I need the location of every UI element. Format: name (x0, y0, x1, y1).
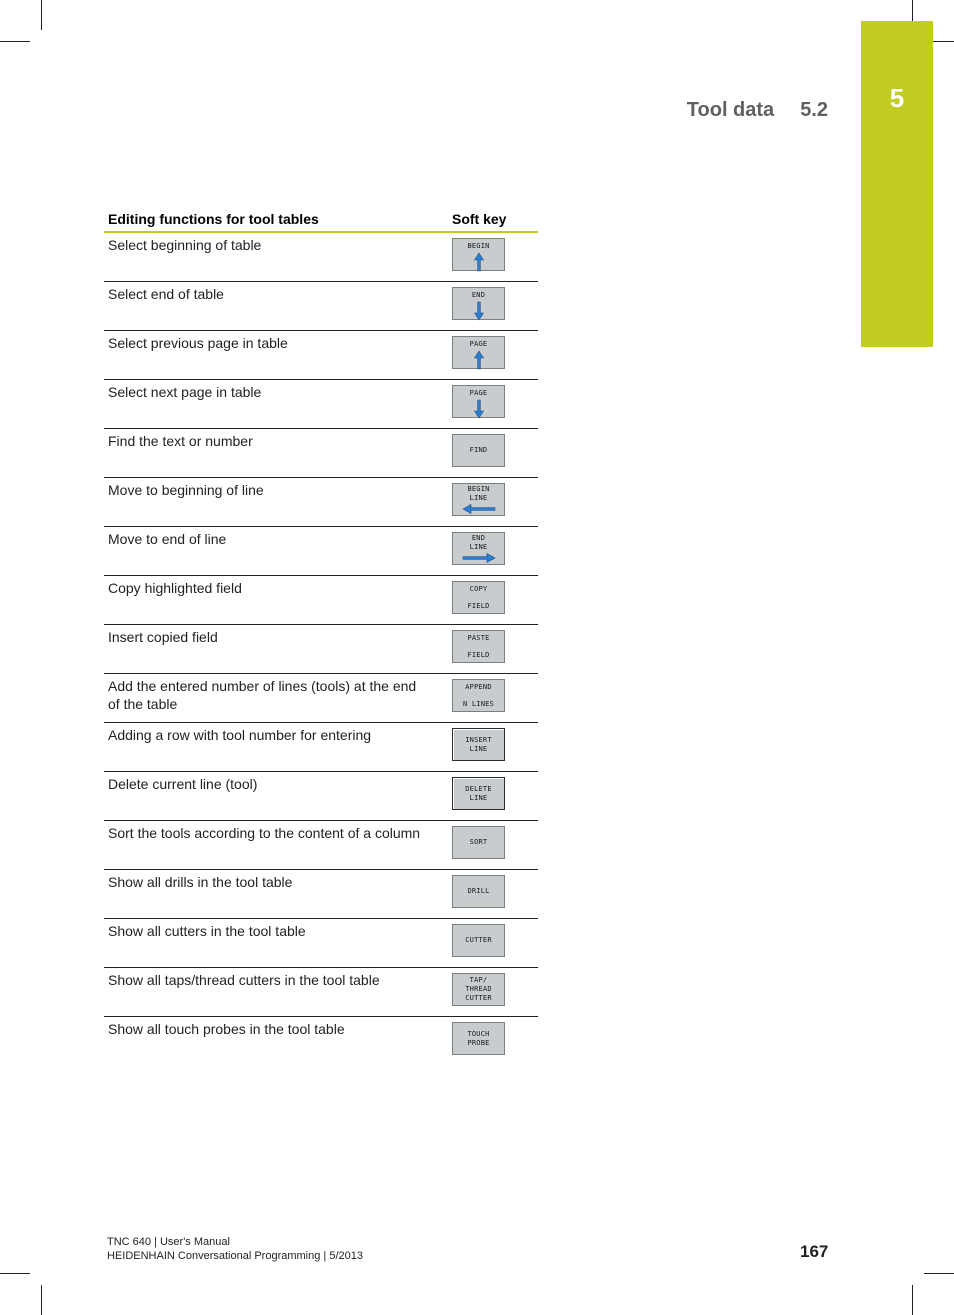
chapter-number: 5 (889, 83, 905, 113)
table-row (104, 625, 538, 674)
table-row (104, 919, 538, 968)
softkey-label: LINE (469, 543, 488, 551)
editing-functions-table (104, 207, 538, 1065)
down-arrow-icon (474, 398, 484, 419)
table-row (104, 1017, 538, 1066)
softkey-cell (428, 429, 538, 478)
softkey-cell (428, 723, 538, 772)
softkey-cell (428, 527, 538, 576)
function-description: Show all drills in the tool table (104, 870, 428, 919)
softkey-label: BEGIN (467, 242, 490, 250)
softkey-page[interactable] (452, 385, 505, 418)
softkey-label: CUTTER (465, 994, 492, 1002)
table-row (104, 527, 538, 576)
right-arrow-icon (462, 552, 496, 563)
function-description: Select previous page in table (104, 331, 428, 380)
table-row (104, 870, 538, 919)
softkey-label: TOUCH (467, 1029, 490, 1038)
softkey-paste-field[interactable] (452, 630, 505, 663)
table-row (104, 331, 538, 380)
softkey-insert-line[interactable] (452, 728, 505, 761)
softkey-sort[interactable] (452, 826, 505, 859)
function-description: Move to beginning of line (104, 478, 428, 527)
down-arrow-icon (474, 300, 484, 321)
running-head-section: 5.2 (800, 99, 828, 121)
table-row (104, 674, 538, 723)
table-row (104, 576, 538, 625)
softkey-label: DELETE (465, 784, 492, 793)
softkey-begin-line[interactable] (452, 483, 505, 516)
function-description: Show all taps/thread cutters in the tool table (104, 968, 428, 1017)
softkey-label: END (471, 534, 486, 542)
function-description: Sort the tools according to the content of a column (104, 821, 428, 870)
softkey-begin[interactable] (452, 238, 505, 271)
table-row (104, 968, 538, 1017)
crop-mark (924, 1273, 954, 1274)
footer-line-2: HEIDENHAIN Conversational Programming | 5/2013 (107, 1250, 363, 1262)
softkey-copy-field[interactable] (452, 581, 505, 614)
softkey-label: BEGIN (467, 485, 490, 493)
crop-mark (0, 1273, 30, 1274)
softkey-find[interactable] (452, 434, 505, 467)
function-description: Select beginning of table (104, 232, 428, 282)
softkey-drill[interactable] (452, 875, 505, 908)
softkey-cell (428, 674, 538, 723)
running-head-title: Tool data (686, 99, 775, 121)
softkey-label: PAGE (469, 389, 488, 397)
chapter-tab (861, 21, 933, 347)
softkey-cell (428, 478, 538, 527)
softkey-end[interactable] (452, 287, 505, 320)
function-description: Select next page in table (104, 380, 428, 429)
softkey-cell (428, 576, 538, 625)
softkey-label: FIELD (467, 602, 490, 610)
column-header-function: Editing functions for tool tables (104, 207, 428, 232)
table-row (104, 772, 538, 821)
softkey-delete-line[interactable] (452, 777, 505, 810)
softkey-page[interactable] (452, 336, 505, 369)
function-description: Move to end of line (104, 527, 428, 576)
softkey-cell (428, 870, 538, 919)
table-row (104, 232, 538, 282)
footer-line-1: TNC 640 | User's Manual (107, 1236, 230, 1248)
softkey-cell (428, 282, 538, 331)
table-row (104, 478, 538, 527)
softkey-cell (428, 821, 538, 870)
softkey-cutter[interactable] (452, 924, 505, 957)
softkey-label: SORT (469, 838, 488, 846)
softkey-label: PAGE (469, 340, 488, 348)
softkey-append-n-lines[interactable] (452, 679, 505, 712)
function-description: Delete current line (tool) (104, 772, 428, 821)
table-row (104, 723, 538, 772)
function-description: Copy highlighted field (104, 576, 428, 625)
function-description: Adding a row with tool number for entering (104, 723, 428, 772)
softkey-label: THREAD (465, 985, 492, 993)
softkey-end-line[interactable] (452, 532, 505, 565)
crop-mark (0, 41, 30, 42)
table-header-row (104, 207, 538, 232)
function-description: Select end of table (104, 282, 428, 331)
softkey-cell (428, 380, 538, 429)
footer-manual (107, 1235, 363, 1263)
softkey-label: FIND (469, 446, 488, 454)
up-arrow-icon (474, 349, 484, 370)
softkey-label: DRILL (467, 887, 490, 895)
softkey-cell (428, 232, 538, 282)
function-description: Add the entered number of lines (tools) at the end of the table (104, 674, 428, 723)
softkey-label: COPY (469, 585, 488, 593)
function-description: Insert copied field (104, 625, 428, 674)
crop-mark (912, 1285, 913, 1315)
softkey-label: APPEND (465, 683, 492, 691)
softkey-label: END (471, 291, 486, 299)
softkey-cell (428, 919, 538, 968)
crop-mark (41, 0, 42, 30)
softkey-label: INSERT (465, 735, 492, 744)
softkey-label: PROBE (467, 1038, 490, 1047)
softkey-cell (428, 968, 538, 1017)
softkey-label: CUTTER (465, 936, 492, 944)
softkey-cell (428, 1017, 538, 1066)
softkey-cell (428, 625, 538, 674)
column-header-softkey: Soft key (428, 207, 538, 232)
softkey-label: TAP/ (469, 976, 488, 984)
softkey-label: PASTE (467, 634, 490, 642)
function-description: Find the text or number (104, 429, 428, 478)
softkey-tap-thread-cutter[interactable] (452, 973, 505, 1006)
table-row (104, 429, 538, 478)
page-number: 167 (800, 1242, 829, 1261)
table-row (104, 821, 538, 870)
up-arrow-icon (474, 251, 484, 272)
softkey-label: LINE (469, 494, 488, 502)
crop-mark (41, 1285, 42, 1315)
softkey-touch-probe[interactable] (452, 1022, 505, 1055)
function-description: Show all cutters in the tool table (104, 919, 428, 968)
left-arrow-icon (462, 503, 496, 514)
function-description: Show all touch probes in the tool table (108, 1021, 345, 1037)
softkey-label: FIELD (467, 651, 490, 659)
softkey-label: N LINES (463, 700, 494, 708)
running-head (687, 99, 828, 122)
table-row (104, 380, 538, 429)
softkey-cell (428, 772, 538, 821)
softkey-label: LINE (469, 744, 488, 753)
softkey-label: LINE (469, 793, 488, 802)
table-row (104, 282, 538, 331)
softkey-cell (428, 331, 538, 380)
